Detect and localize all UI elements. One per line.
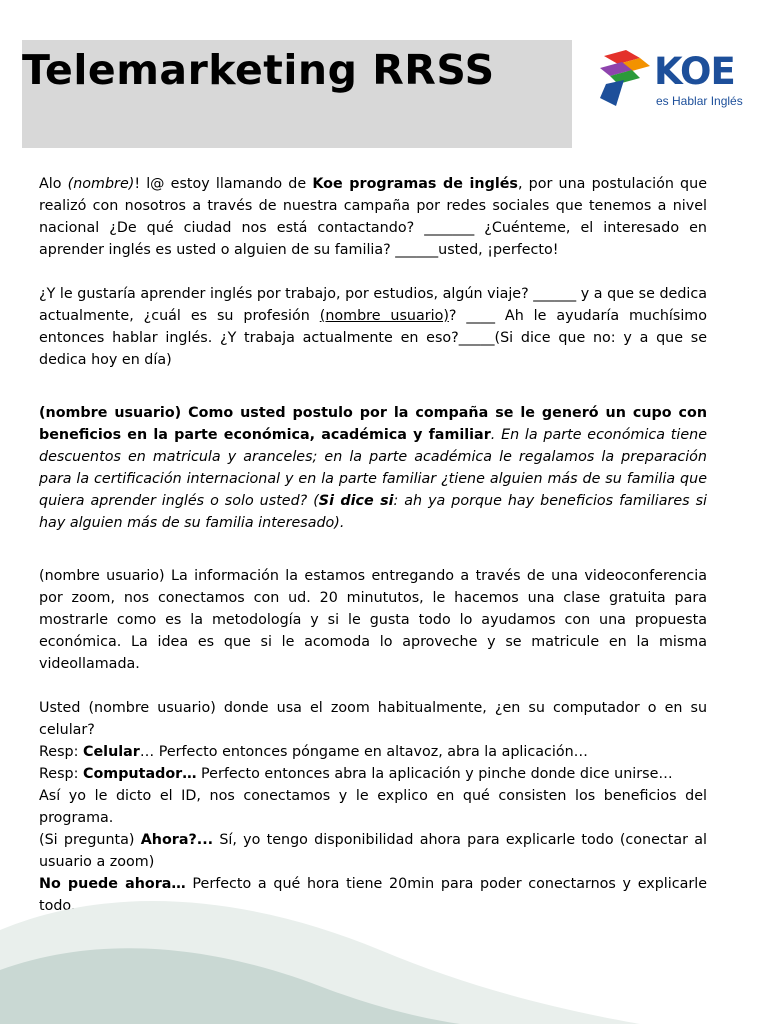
paragraph-videoconference: (nombre usuario) La información la estamos entregando a través de una videoconferencia por zoom, nos conectamos con ud. 20 minututos, le hacemos una clase gratuita para mostrarle como es la metodología y si le gusta todo lo ayudamos con una propuesta económica. La idea es que si le acomoda lo aproveche y se matricule en la misma videollamada. (39, 568, 707, 672)
id-explanation: Así yo le dicto el ID, nos conectamos y le explico en qué consisten los beneficios del programa. (39, 788, 707, 826)
paragraph-benefits: (nombre usuario) Como usted postulo por la compaña se le generó un cupo con beneficios en la parte económica, académica y familiar. En la parte económica tiene descuentos en matricula y aranceles; en la parte académica le regalamos la preparación para la certificación internacional y en la parte familiar ¿tiene alguien más de su familia que quiera aprender inglés o solo usted? (Si dice si: ah ya porque hay beneficios familiares si hay alguien más de su familia interesado). (39, 405, 707, 531)
zoom-question: Usted (nombre usuario) donde usa el zoom habitualmente, ¿en su computador o en su celular? (39, 700, 707, 738)
page-title: Telemarketing RRSS (22, 46, 495, 94)
resp-celular: Resp: Celular… Perfecto entonces póngame en altavoz, abra la aplicación… (39, 744, 588, 760)
logo-wordmark: KOE (654, 50, 735, 93)
paragraph-greeting: Alo (nombre)! l@ estoy llamando de Koe programas de inglés, por una postulación que realizó con nosotros a través de nuestra campaña por redes sociales que tenemos a nivel nacional ¿De qué ciudad nos está contactando? _______ ¿Cuénteme, el interesado en aprender inglés es usted o alguien de su familia? ______usted, ¡perfecto! (39, 176, 707, 258)
resp-computador: Resp: Computador… Perfecto entonces abra la aplicación y pinche donde dice unirse… (39, 766, 673, 782)
logo-tagline: es Hablar Inglés (656, 94, 743, 108)
script-body (39, 173, 707, 917)
decorative-wave (0, 860, 768, 1024)
paragraph-motivation: ¿Y le gustaría aprender inglés por trabajo, por estudios, algún viaje? ______ y a que se dedica actualmente, ¿cuál es su profesión (nombre usuario)? ____ Ah le ayudaría muchísimo entonces hablar inglés. ¿Y trabaja actualmente en eso?_____(Si dice que no: y a que se dedica hoy en día) (39, 286, 707, 368)
no-puede-line: No puede ahora… Perfecto a qué hora tiene 20min para poder conectarnos y explicarle todo. (39, 876, 707, 914)
koe-logo (596, 48, 746, 118)
ahora-line: (Si pregunta) Ahora?... Sí, yo tengo disponibilidad ahora para explicarle todo (conectar al usuario a zoom) (39, 832, 707, 870)
koe-logo-icon (596, 48, 654, 110)
